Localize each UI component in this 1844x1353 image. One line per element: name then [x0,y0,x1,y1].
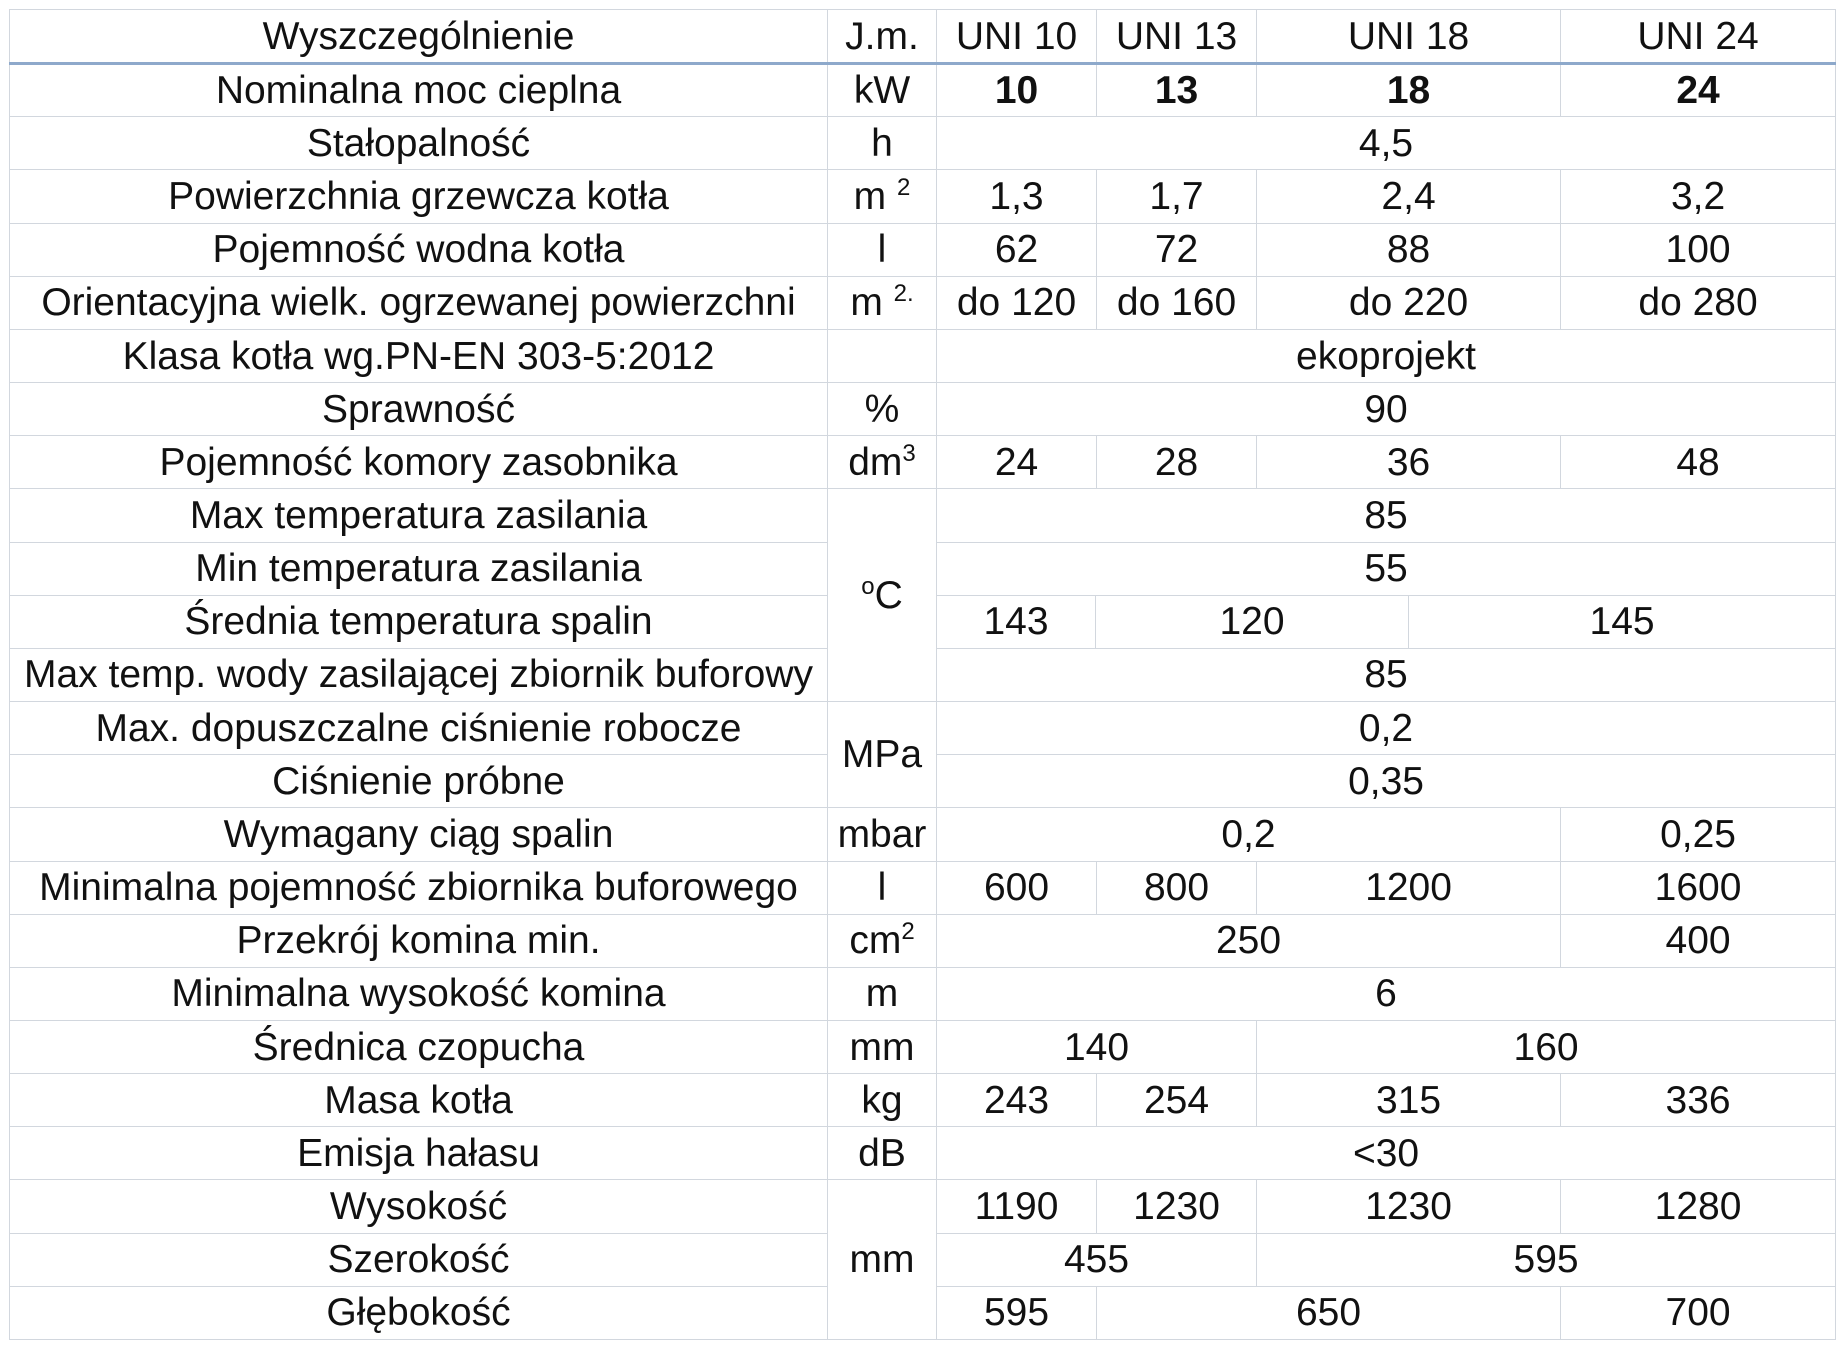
value-cell: 90 [937,383,1836,436]
value-cell: 400 [1561,914,1836,967]
value-cell: 55 [937,542,1836,595]
header-label: Wyszczególnienie [10,10,828,64]
value-cell: 1230 [1257,1180,1561,1233]
value-cell: 160 [1257,1020,1836,1073]
row-unit: l [828,223,937,276]
value-cell: 13 [1097,64,1257,117]
table-row [10,1020,1836,1073]
table-row [10,1127,1836,1180]
header-unit: J.m. [828,10,937,64]
value-cell: <30 [937,1127,1836,1180]
row-unit: mbar [828,808,937,861]
unit-base: m [853,175,887,219]
value-cell: 10 [937,64,1097,117]
value-cell: 4,5 [937,117,1836,170]
value-cell: 85 [937,648,1836,701]
row-label: Stałopalność [10,117,828,170]
table-row [10,329,1836,382]
value-cell: 28 [1097,436,1257,489]
value-cell: 24 [1561,64,1836,117]
row-label: Orientacyjna wielk. ogrzewanej powierzchni [10,276,828,329]
value-cell: 1,7 [1097,170,1257,223]
value-cell: ekoprojekt [937,329,1836,382]
row-label: Średnia temperatura spalin [10,595,828,648]
row-unit: MPa [828,702,937,808]
value-cell: 62 [937,223,1097,276]
value-cell: 595 [937,1286,1097,1339]
table-row [10,170,1836,223]
value-cell: 85 [937,489,1836,542]
unit-superscript: 2. [893,280,914,308]
row-unit [828,276,937,329]
row-unit: dB [828,1127,937,1180]
row-label: Powierzchnia grzewcza kotła [10,170,828,223]
row-label: Sprawność [10,383,828,436]
row-label: Szerokość [10,1233,828,1286]
table-row [10,276,1836,329]
table-row [10,383,1836,436]
value-cell: do 280 [1561,276,1836,329]
value-cell: 336 [1561,1074,1836,1127]
unit-superscript: 2 [896,174,911,202]
row-label: Pojemność komory zasobnika [10,436,828,489]
value-cell: 0,2 [937,808,1561,861]
value-cell: 650 [1097,1286,1561,1339]
value-cell: 1190 [937,1180,1097,1233]
value-cell: 140 [937,1020,1257,1073]
value-cell: 36 [1257,436,1561,489]
value-cell: 143 [937,595,1096,648]
unit-base: C [874,573,903,617]
value-cell: 800 [1097,861,1257,914]
row-unit [828,170,937,223]
table-row [10,861,1836,914]
row-label: Max temp. wody zasilającej zbiornik buforowy [10,648,828,701]
value-cell: 48 [1561,436,1836,489]
row-unit: % [828,383,937,436]
value-cell: 1,3 [937,170,1097,223]
value-cell: 2,4 [1257,170,1561,223]
value-cell: 595 [1257,1233,1836,1286]
value-cell: do 160 [1097,276,1257,329]
row-label: Głębokość [10,1286,828,1339]
row-label: Minimalna pojemność zbiornika buforowego [10,861,828,914]
value-cell: 88 [1257,223,1561,276]
table-row [10,914,1836,967]
value-cell: 0,25 [1561,808,1836,861]
row-label: Średnica czopucha [10,1020,828,1073]
header-model: UNI 18 [1257,10,1561,64]
row-label: Wymagany ciąg spalin [10,808,828,861]
value-cell: 6 [937,967,1836,1020]
unit-superscript: 3 [902,439,916,467]
row-unit [828,489,937,702]
table-row [10,117,1836,170]
unit-superscript: o [861,572,875,600]
table-row [10,64,1836,117]
row-unit [828,436,937,489]
value-cell: 1600 [1561,861,1836,914]
row-label: Nominalna moc cieplna [10,64,828,117]
header-model: UNI 10 [937,10,1097,64]
row-label: Ciśnienie próbne [10,755,828,808]
value-cell: do 120 [937,276,1097,329]
row-label: Klasa kotła wg.PN-EN 303-5:2012 [10,329,828,382]
row-label: Masa kotła [10,1074,828,1127]
table-row [10,436,1836,489]
value-cell: 3,2 [1561,170,1836,223]
table-row [10,223,1836,276]
value-cell: 243 [937,1074,1097,1127]
value-cell: 1200 [1257,861,1561,914]
header-model: UNI 24 [1561,10,1836,64]
header-model: UNI 13 [1097,10,1257,64]
value-cell: 0,35 [937,755,1836,808]
row-unit [828,914,937,967]
table-row [10,808,1836,861]
row-unit: kg [828,1074,937,1127]
row-label: Max temperatura zasilania [10,489,828,542]
row-label: Pojemność wodna kotła [10,223,828,276]
row-label: Emisja hałasu [10,1127,828,1180]
row-label: Wysokość [10,1180,828,1233]
row-label: Min temperatura zasilania [10,542,828,595]
table-row [10,1074,1836,1127]
row-unit: l [828,861,937,914]
value-cell: 254 [1097,1074,1257,1127]
row-label: Przekrój komina min. [10,914,828,967]
table-row [10,702,1836,755]
value-cell: 72 [1097,223,1257,276]
value-cell: 100 [1561,223,1836,276]
value-cell: 0,2 [937,702,1836,755]
value-cell: 1280 [1561,1180,1836,1233]
unit-base: dm [848,440,903,484]
header-row [10,10,1836,64]
row-unit: h [828,117,937,170]
row-label: Max. dopuszczalne ciśnienie robocze [10,702,828,755]
unit-base: cm [849,919,902,963]
value-cell: 700 [1561,1286,1836,1339]
row-unit: mm [828,1180,937,1340]
spec-table [9,9,1836,1340]
value-cell: 600 [937,861,1097,914]
table-row [10,967,1836,1020]
table-row [10,1180,1836,1233]
value-cell: do 220 [1257,276,1561,329]
value-cell: 120 [1096,595,1409,648]
value-cell: 250 [937,914,1561,967]
row-unit [828,329,937,382]
row-unit: m [828,967,937,1020]
value-cell: 1230 [1097,1180,1257,1233]
table-row [10,489,1836,542]
unit-superscript: 2 [901,918,915,946]
value-cell: 315 [1257,1074,1561,1127]
row-unit: kW [828,64,937,117]
value-cell: 18 [1257,64,1561,117]
row-label: Minimalna wysokość komina [10,967,828,1020]
value-cell: 145 [1409,595,1836,648]
value-cell: 24 [937,436,1097,489]
value-cell: 455 [937,1233,1257,1286]
unit-base: m [850,281,883,325]
row-unit: mm [828,1020,937,1073]
